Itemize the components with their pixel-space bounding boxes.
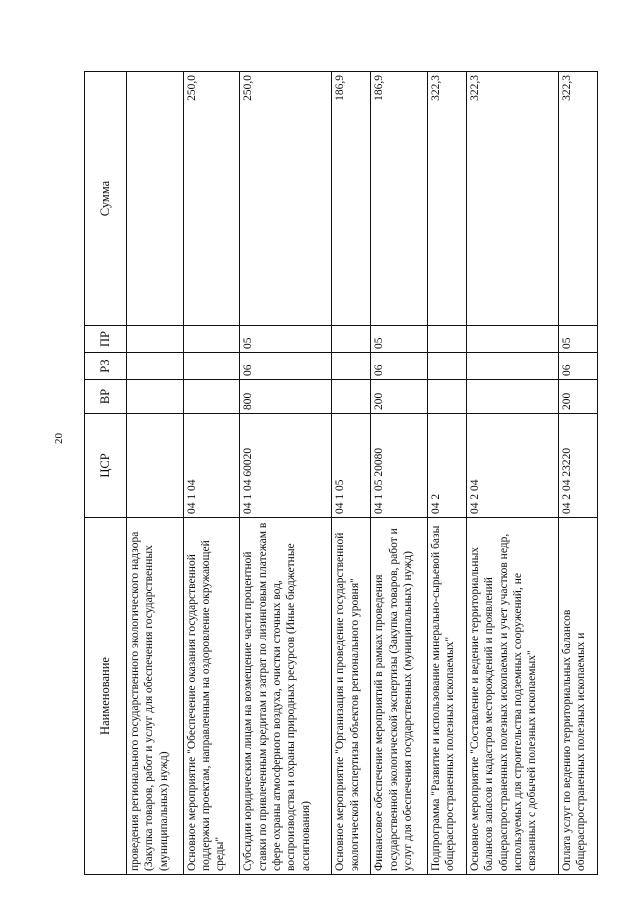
table-row xyxy=(332,72,371,875)
row-sum: 250,0 xyxy=(240,72,332,326)
row-vr xyxy=(466,380,558,414)
table-header-row xyxy=(85,72,127,875)
row-vr xyxy=(427,380,466,414)
page-number: 20 xyxy=(53,433,65,444)
row-pr: 05 xyxy=(371,326,428,353)
header-pr: ПР xyxy=(85,326,127,353)
row-vr xyxy=(332,380,371,414)
row-csr: 04 1 04 60020 xyxy=(240,414,332,518)
budget-table-rotated xyxy=(84,72,598,875)
row-csr: 04 2 04 xyxy=(466,414,558,518)
header-sum: Сумма xyxy=(85,72,127,326)
row-pr: 05 xyxy=(240,326,332,353)
header-rz: РЗ xyxy=(85,353,127,380)
row-name: Основное мероприятие "Обеспечение оказания государственной поддержки проектам, направленным на оздоровление окружающей среды" xyxy=(183,518,240,875)
row-csr xyxy=(127,414,184,518)
row-sum: 186,9 xyxy=(332,72,371,326)
row-rz xyxy=(183,353,240,380)
row-csr: 04 1 04 xyxy=(183,414,240,518)
row-rz xyxy=(332,353,371,380)
header-vr: ВР xyxy=(85,380,127,414)
row-rz xyxy=(127,353,184,380)
row-sum: 322,3 xyxy=(558,72,597,326)
row-sum: 322,3 xyxy=(427,72,466,326)
row-name: Подпрограмма "Развитие и использование минерально-сырьевой базы общераспространенных полезных ископаемых" xyxy=(427,518,466,875)
row-sum: 322,3 xyxy=(466,72,558,326)
row-name: Субсидии юридическим лицам на возмещение части процентной ставки по привлеченным кредитам и затрат по лизинговым платежам в сфере охраны атмосферного воздуха, очистки сточных вод, воспроизводства и охраны природных ресурсов (Иные бюджетные ассигнования) xyxy=(240,518,332,875)
row-vr xyxy=(127,380,184,414)
row-rz: 06 xyxy=(371,353,428,380)
row-csr: 04 2 xyxy=(427,414,466,518)
table-row xyxy=(183,72,240,875)
row-name: проведения регионального государственного экологического надзора (Закупка товаров, работ и услуг для обеспечения государственных (муниципальных) нужд) xyxy=(127,518,184,875)
table-row xyxy=(240,72,332,875)
header-csr: ЦСР xyxy=(85,414,127,518)
row-vr xyxy=(183,380,240,414)
row-pr: 05 xyxy=(558,326,597,353)
row-name: Финансовое обеспечение мероприятий в рамках проведения государственной экологической экспертизы (Закупка товаров, работ и услуг для обеспечения государственных (муниципальных) нужд) xyxy=(371,518,428,875)
row-pr xyxy=(427,326,466,353)
row-sum xyxy=(127,72,184,326)
row-sum: 186,9 xyxy=(371,72,428,326)
row-vr: 200 xyxy=(558,380,597,414)
row-pr xyxy=(466,326,558,353)
table-row xyxy=(371,72,428,875)
row-vr: 200 xyxy=(371,380,428,414)
row-name: Оплата услуг по ведению территориальных балансов общераспространенных полезных ископаемых и xyxy=(558,518,597,875)
row-rz: 06 xyxy=(558,353,597,380)
row-sum: 250,0 xyxy=(183,72,240,326)
row-rz: 06 xyxy=(240,353,332,380)
row-pr xyxy=(127,326,184,353)
table-row xyxy=(427,72,466,875)
row-csr: 04 1 05 20080 xyxy=(371,414,428,518)
row-name: Основное мероприятие "Составление и ведение территориальных балансов запасов и кадастров месторождений и проявлений общераспространенных полезных ископаемых и учет участков недр, используемых для строительства подземных сооружений, не связанных с добычей полезных ископаемых" xyxy=(466,518,558,875)
table-row xyxy=(127,72,184,875)
row-pr xyxy=(183,326,240,353)
row-rz xyxy=(427,353,466,380)
row-rz xyxy=(466,353,558,380)
table-row xyxy=(558,72,597,875)
row-csr: 04 2 04 23220 xyxy=(558,414,597,518)
budget-table xyxy=(84,71,598,875)
row-vr: 800 xyxy=(240,380,332,414)
row-csr: 04 1 05 xyxy=(332,414,371,518)
table-row xyxy=(466,72,558,875)
row-pr xyxy=(332,326,371,353)
header-name: Наименование xyxy=(85,518,127,875)
row-name: Основное мероприятие "Организация и проведение государственной экологической экспертизы объектов регионального уровня" xyxy=(332,518,371,875)
